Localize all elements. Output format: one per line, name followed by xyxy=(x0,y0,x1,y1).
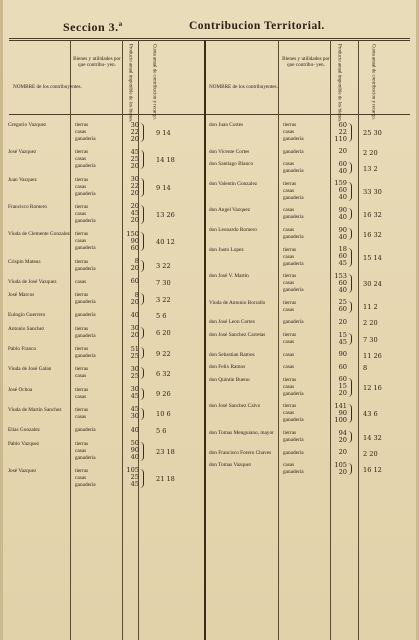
brace xyxy=(348,182,352,201)
asset-type: casas xyxy=(283,129,295,135)
contributor-name: Francisco Romero xyxy=(8,203,47,210)
brace xyxy=(348,463,352,475)
contributor-name: don Francisco Forero Chaves xyxy=(209,449,272,456)
quota-value: 30 24 xyxy=(363,280,382,289)
brace xyxy=(140,347,144,359)
quota-value: 9 14 xyxy=(156,183,171,192)
quota-value: 15 14 xyxy=(363,253,382,262)
quota-value: 11 26 xyxy=(363,351,382,360)
contributor-name: don Angel Vazquez xyxy=(209,207,251,214)
quota-value: 5 6 xyxy=(156,312,167,321)
asset-type: casas xyxy=(75,183,87,190)
asset-value: 90 xyxy=(338,225,347,234)
quota-value: 13 26 xyxy=(156,210,175,219)
asset-value: 40 xyxy=(338,212,347,221)
quota-value: 2 20 xyxy=(363,319,378,328)
asset-value: 8 xyxy=(134,257,139,265)
asset-type: casas xyxy=(283,339,295,345)
asset-type: casas xyxy=(75,156,87,163)
asset-value: 15 xyxy=(338,382,347,391)
contributor-name: Viuda de Martin Sanchez xyxy=(8,406,62,413)
contributor-name: don Leonardo Romero xyxy=(209,227,257,233)
asset-value: 110 xyxy=(334,134,347,143)
quota-value: 2 20 xyxy=(363,148,378,157)
brace xyxy=(348,431,352,443)
col-header-cuota: Cuota anual de contribucion y recargo. xyxy=(151,44,157,120)
brace xyxy=(140,327,144,339)
asset-value: 100 xyxy=(334,415,347,424)
asset-value: 153 xyxy=(334,271,347,280)
contributor-name: don Tomas Vazquez xyxy=(209,462,252,469)
asset-type: tierras xyxy=(75,258,89,265)
asset-value: 90 xyxy=(338,205,347,214)
asset-value: 60 xyxy=(338,375,347,384)
col-sep xyxy=(330,40,331,640)
col-header-producto-right: Producto anual imponible de los bienes. xyxy=(336,44,342,123)
asset-value: 90 xyxy=(130,446,139,454)
asset-value: 20 xyxy=(338,317,347,326)
quota-value: 16 12 xyxy=(363,465,382,474)
asset-value: 60 xyxy=(338,305,347,314)
brace xyxy=(348,248,352,267)
asset-type: tierras xyxy=(75,406,89,413)
asset-value: 45 xyxy=(338,259,347,268)
asset-type: tierras xyxy=(283,403,297,410)
asset-value: 45 xyxy=(130,392,139,401)
asset-type: casas xyxy=(75,393,87,400)
quota-value: 21 18 xyxy=(156,474,175,483)
contributor-name: Gregorio Vazquez xyxy=(8,122,47,128)
asset-value: 60 xyxy=(130,277,139,286)
contributor-name: don Santiago Blanco xyxy=(209,161,254,168)
asset-value: 25 xyxy=(130,371,139,380)
col-sep xyxy=(122,40,123,640)
col-header-nombre-right: NOMBRE de los contribuyentes. xyxy=(209,84,278,90)
quota-value: 10 6 xyxy=(156,410,171,419)
contributor-name: don José Leon Cortes xyxy=(209,319,255,326)
asset-value: 51 xyxy=(130,344,139,353)
contributor-name: Juan Vazquez xyxy=(8,176,37,183)
asset-type: ganadería xyxy=(75,190,96,197)
quota-value: 9 26 xyxy=(156,390,171,399)
brace xyxy=(348,123,352,142)
asset-type: ganadería xyxy=(283,136,304,142)
asset-value: 50 xyxy=(130,439,139,447)
asset-type: ganadería xyxy=(283,319,304,326)
contributor-name: José Marcos xyxy=(8,292,35,299)
asset-type: ganadería xyxy=(283,148,304,155)
asset-value: 20 xyxy=(130,297,139,306)
asset-type: casas xyxy=(75,447,87,454)
contributor-name: don José Sanchez Carretas xyxy=(209,332,266,338)
contributor-name: don Felix Ramos xyxy=(209,364,246,371)
asset-value: 30 xyxy=(130,175,139,184)
contributor-name: Pablo Vazquez xyxy=(8,440,40,447)
asset-type: ganadería xyxy=(75,454,96,461)
contributor-name: José Vazquez xyxy=(8,467,37,474)
asset-value: 22 xyxy=(130,127,139,136)
asset-value: 60 xyxy=(338,278,347,287)
asset-value: 40 xyxy=(338,232,347,241)
asset-type: casas xyxy=(283,207,295,214)
contributor-name: Eulogio Guerrero xyxy=(8,312,46,319)
quota-value: 40 12 xyxy=(156,238,175,247)
brace xyxy=(140,388,144,400)
asset-type: ganadería xyxy=(283,168,304,175)
asset-type: ganadería xyxy=(283,287,304,294)
asset-value: 22 xyxy=(338,127,347,136)
asset-type: ganadería xyxy=(283,234,304,240)
asset-type: casas xyxy=(283,280,295,287)
asset-type: tierras xyxy=(75,346,89,352)
asset-value: 25 xyxy=(130,351,139,360)
asset-value: 20 xyxy=(130,161,139,170)
asset-type: tierras xyxy=(283,376,297,383)
asset-value: 20 xyxy=(338,435,347,444)
asset-type: casas xyxy=(283,383,295,390)
contributor-name: don Tomas Menguiano, mayor xyxy=(209,430,274,436)
brace xyxy=(140,178,144,197)
quota-value: 16 32 xyxy=(363,210,382,219)
asset-value: 30 xyxy=(130,324,139,333)
brace xyxy=(140,150,144,169)
contributor-name: don Justo Lopez xyxy=(209,246,244,253)
asset-type: casas xyxy=(283,227,295,233)
asset-type: casas xyxy=(283,410,295,417)
asset-type: ganadería xyxy=(283,214,304,221)
asset-type: casas xyxy=(75,413,87,420)
col-sep xyxy=(278,40,279,640)
quota-value: 13 2 xyxy=(363,164,378,173)
col-header-nombre: NOMBRE de los contribuyentes. xyxy=(13,84,82,90)
contributor-name: Pablo Franco xyxy=(8,346,37,352)
asset-type: casas xyxy=(75,278,87,285)
asset-value: 20 xyxy=(130,202,139,211)
asset-value: 40 xyxy=(338,166,347,175)
asset-type: ganadería xyxy=(75,163,96,170)
col-sep xyxy=(70,40,71,640)
contributor-name: José Vazquez xyxy=(8,149,37,156)
quota-value: 6 20 xyxy=(156,329,171,338)
asset-value: 25 xyxy=(338,298,347,307)
asset-type: ganadería xyxy=(75,353,96,359)
asset-value: 30 xyxy=(130,412,139,421)
brace xyxy=(140,442,144,461)
contributor-name: Elias Gonzalez xyxy=(8,427,40,434)
quota-value: 3 22 xyxy=(156,262,171,270)
asset-type: casas xyxy=(283,187,295,194)
contributor-name: don Vicente Cortes xyxy=(209,148,250,155)
asset-value: 60 xyxy=(130,243,139,252)
asset-value: 90 xyxy=(130,236,139,245)
quota-value: 16 32 xyxy=(363,230,382,239)
asset-type: tierras xyxy=(75,203,89,210)
asset-type: ganadería xyxy=(75,299,96,306)
asset-value: 60 xyxy=(338,120,347,129)
asset-type: ganadería xyxy=(283,260,304,267)
asset-value: 25 xyxy=(130,154,139,163)
asset-value: 40 xyxy=(130,310,139,319)
quota-value: 12 16 xyxy=(363,383,382,392)
quota-value: 11 2 xyxy=(363,303,378,312)
asset-type: tierras xyxy=(75,231,89,238)
brace xyxy=(140,232,144,251)
asset-value: 60 xyxy=(338,252,347,261)
contributor-name: don José V. Martin xyxy=(209,273,249,280)
asset-value: 40 xyxy=(130,453,139,461)
asset-value: 40 xyxy=(338,193,347,202)
page-title: Contribucion Territorial. xyxy=(189,20,325,32)
quota-value: 6 32 xyxy=(156,369,171,378)
asset-value: 40 xyxy=(338,285,347,294)
asset-type: casas xyxy=(283,253,295,260)
quota-value: 5 6 xyxy=(156,427,167,436)
asset-type: ganadería xyxy=(283,417,304,424)
asset-type: tierras xyxy=(75,292,89,299)
brace xyxy=(140,293,144,305)
asset-type: casas xyxy=(283,161,295,168)
asset-type: ganadería xyxy=(75,481,96,488)
asset-value: 18 xyxy=(338,245,347,254)
asset-type: tierras xyxy=(75,440,89,447)
asset-value: 20 xyxy=(338,467,347,476)
brace xyxy=(140,469,144,488)
asset-type: ganadería xyxy=(75,245,96,252)
asset-type: tierras xyxy=(75,122,89,128)
asset-type: casas xyxy=(75,210,87,217)
quota-value: 7 30 xyxy=(363,335,378,344)
contributor-name: don Valentin Gonzalez xyxy=(209,180,258,187)
asset-type: casas xyxy=(283,364,295,371)
contributor-name: Viuda de Clemente Gonzalez xyxy=(8,231,70,238)
contributor-name: don Juan Cortes xyxy=(209,122,244,128)
asset-value: 20 xyxy=(338,389,347,398)
asset-type: tierras xyxy=(283,332,297,338)
quota-value: 43 6 xyxy=(363,410,378,419)
asset-type: tierras xyxy=(75,386,89,393)
asset-type: ganadería xyxy=(75,312,96,319)
asset-type: casas xyxy=(283,306,295,313)
asset-value: 20 xyxy=(130,216,139,225)
asset-value: 30 xyxy=(130,120,139,129)
brace xyxy=(140,205,144,224)
quota-value: 23 18 xyxy=(156,447,175,456)
brace xyxy=(348,208,352,220)
col-header-producto: Producto anual imponible de los bienes. xyxy=(127,44,133,123)
brace xyxy=(348,333,352,345)
asset-type: ganadería xyxy=(283,194,304,201)
asset-value: 60 xyxy=(338,362,347,371)
asset-value: 45 xyxy=(130,480,139,489)
brace xyxy=(348,228,352,240)
asset-value: 20 xyxy=(130,331,139,340)
asset-value: 90 xyxy=(338,350,347,359)
contributor-name: don Sebastian Ramos xyxy=(209,351,255,358)
contributor-name: don José Sanchez Calvo xyxy=(209,403,261,410)
contributor-name: Viuda de Antonio Borrallo xyxy=(209,299,266,306)
quota-value: 7 30 xyxy=(156,278,171,287)
asset-value: 105 xyxy=(126,466,139,475)
asset-type: casas xyxy=(75,373,87,380)
brace xyxy=(140,260,144,272)
asset-value: 45 xyxy=(338,337,347,346)
brace xyxy=(140,123,144,142)
asset-value: 30 xyxy=(130,364,139,373)
asset-type: casas xyxy=(283,351,295,358)
asset-value: 15 xyxy=(338,330,347,339)
asset-type: ganadería xyxy=(75,265,96,272)
col-sep xyxy=(358,40,359,640)
asset-value: 45 xyxy=(130,405,139,414)
asset-type: tierras xyxy=(75,366,89,373)
brace xyxy=(140,408,144,420)
asset-type: casas xyxy=(75,474,87,481)
asset-value: 94 xyxy=(338,428,347,437)
asset-value: 8 xyxy=(134,290,139,299)
asset-value: 20 xyxy=(338,147,347,156)
asset-value: 45 xyxy=(130,147,139,156)
asset-type: ganadería xyxy=(75,136,96,142)
contributor-name: Viuda de José Vazquez xyxy=(8,278,57,285)
asset-value: 105 xyxy=(334,460,347,469)
asset-value: 20 xyxy=(130,189,139,198)
brace xyxy=(348,162,352,174)
asset-type: tierras xyxy=(283,299,297,306)
asset-type: tierras xyxy=(75,176,89,183)
asset-value: 22 xyxy=(130,182,139,191)
asset-value: 25 xyxy=(130,473,139,482)
quota-value: 14 32 xyxy=(363,433,382,442)
asset-type: ganadería xyxy=(283,469,304,476)
asset-type: tierras xyxy=(75,467,89,474)
asset-type: tierras xyxy=(75,325,89,332)
asset-type: tierras xyxy=(283,246,297,253)
asset-type: ganadería xyxy=(283,390,304,397)
section-heading: Seccion 3.ª xyxy=(63,20,123,34)
asset-value: 20 xyxy=(130,264,139,272)
center-divider xyxy=(204,40,206,640)
asset-type: tierras xyxy=(75,149,89,156)
quota-value: 8 xyxy=(363,364,368,373)
asset-value: 90 xyxy=(338,408,347,417)
asset-type: ganadería xyxy=(283,437,304,443)
asset-value: 159 xyxy=(334,179,347,188)
quota-value: 2 20 xyxy=(363,449,378,458)
asset-type: casas xyxy=(75,238,87,245)
asset-value: 40 xyxy=(130,425,139,434)
asset-value: 150 xyxy=(126,229,139,238)
contributor-name: Viuda de José Galan xyxy=(8,366,52,373)
asset-value: 20 xyxy=(338,448,347,457)
contributor-name: Antonio Sanchez xyxy=(8,325,45,332)
asset-value: 20 xyxy=(130,134,139,143)
asset-type: ganadería xyxy=(75,217,96,224)
contributor-name: José Ochoa xyxy=(8,386,33,393)
asset-value: 60 xyxy=(338,159,347,168)
quota-value: 3 22 xyxy=(156,295,171,304)
contributor-name: Crispin Mateus xyxy=(8,258,41,265)
ledger-page xyxy=(3,0,416,640)
asset-type: tierras xyxy=(283,180,297,187)
contributor-name: don Quintin Bueno xyxy=(209,376,250,383)
quota-value: 25 30 xyxy=(363,129,382,137)
asset-value: 60 xyxy=(338,186,347,195)
col-header-bienes: Bienes y utilidades por que contribu- yen. xyxy=(73,56,121,69)
quota-value: 9 22 xyxy=(156,349,171,358)
asset-type: casas xyxy=(283,462,295,469)
asset-type: tierras xyxy=(283,273,297,280)
asset-type: ganadería xyxy=(75,427,96,434)
brace xyxy=(348,378,352,397)
asset-type: casas xyxy=(75,129,87,135)
asset-value: 30 xyxy=(130,385,139,394)
asset-value: 45 xyxy=(130,209,139,218)
asset-value: 141 xyxy=(334,401,347,410)
quota-value: 9 14 xyxy=(156,129,171,137)
asset-type: ganadería xyxy=(75,332,96,339)
asset-type: ganadería xyxy=(283,449,304,456)
quota-value: 14 18 xyxy=(156,156,175,165)
asset-type: tierras xyxy=(283,122,297,128)
brace xyxy=(348,274,352,293)
header-rule-top xyxy=(9,38,410,39)
brace xyxy=(140,367,144,379)
col-header-cuota-right: Cuota anual de contribucion y recargo. xyxy=(370,44,376,120)
asset-type: tierras xyxy=(283,430,297,436)
brace xyxy=(348,404,352,423)
quota-value: 33 30 xyxy=(363,187,382,196)
col-header-bienes-right: Bienes y utilidades por que contribu- yen. xyxy=(282,56,330,69)
brace xyxy=(348,301,352,313)
